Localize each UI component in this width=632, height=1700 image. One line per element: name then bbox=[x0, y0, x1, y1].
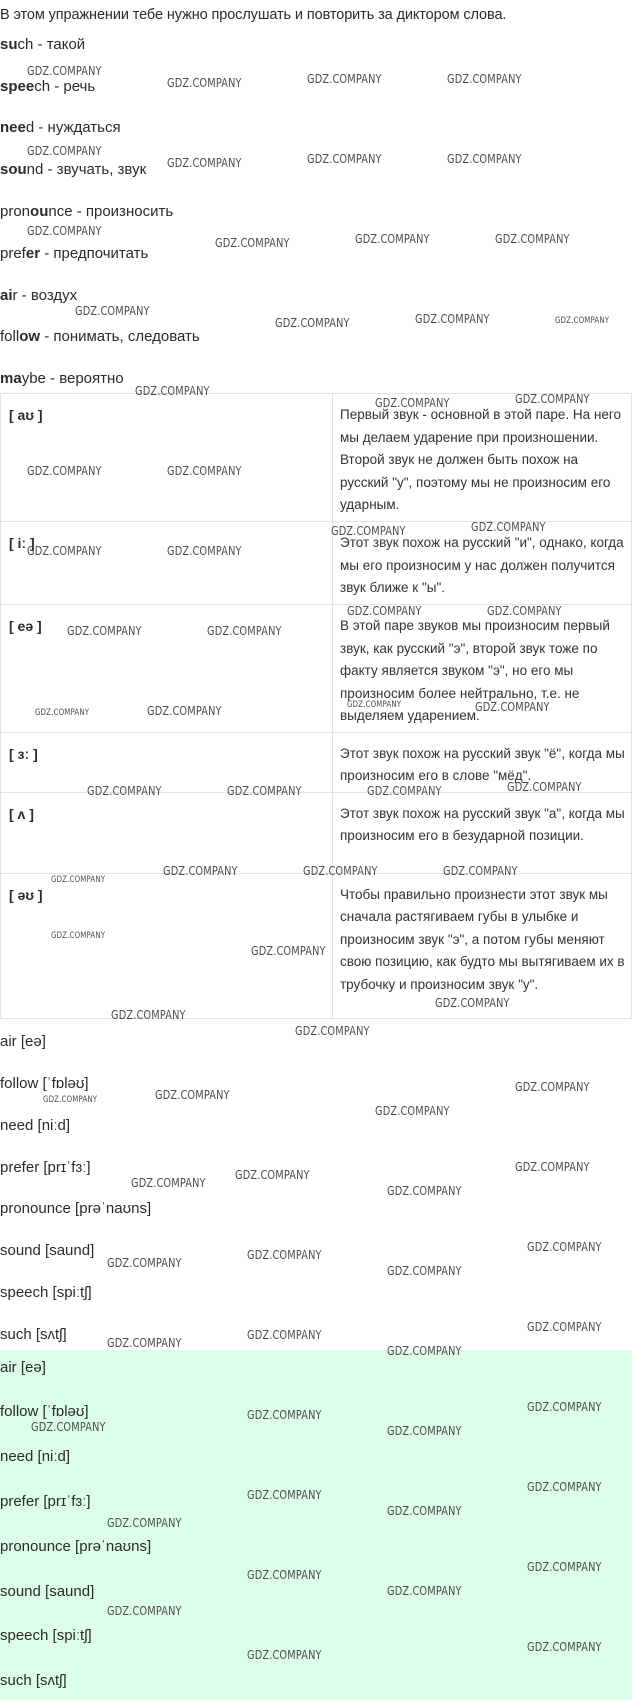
watermark: GDZ.COMPANY bbox=[107, 1603, 182, 1618]
watermark: GDZ.COMPANY bbox=[471, 519, 546, 534]
sound-description: Этот звук похож на русский "и", однако, когда мы его произносим у нас должен получится звук ближе к "ы". bbox=[333, 522, 632, 605]
sound-symbol: [ ɜː ] bbox=[1, 732, 333, 792]
watermark: GDZ.COMPANY bbox=[247, 1647, 322, 1662]
watermark: GDZ.COMPANY bbox=[387, 1503, 462, 1518]
watermark: GDZ.COMPANY bbox=[135, 383, 210, 398]
watermark: GDZ.COMPANY bbox=[475, 699, 550, 714]
watermark: GDZ.COMPANY bbox=[387, 1343, 462, 1358]
watermark: GDZ.COMPANY bbox=[527, 1239, 602, 1254]
watermark: GDZ.COMPANY bbox=[487, 603, 562, 618]
sound-symbol: [ iː ] bbox=[1, 522, 333, 605]
sound-description: Этот звук похож на русский звук "ё", когда мы произносим его в слове "мёд". bbox=[333, 732, 632, 792]
watermark: GDZ.COMPANY bbox=[51, 875, 106, 885]
watermark: GDZ.COMPANY bbox=[247, 1407, 322, 1422]
word-item: pronounce - произносить bbox=[0, 203, 174, 220]
watermark: GDZ.COMPANY bbox=[527, 1559, 602, 1574]
watermark: GDZ.COMPANY bbox=[527, 1319, 602, 1334]
watermark: GDZ.COMPANY bbox=[331, 523, 406, 538]
watermark: GDZ.COMPANY bbox=[295, 1023, 370, 1038]
watermark: GDZ.COMPANY bbox=[167, 155, 242, 170]
watermark: GDZ.COMPANY bbox=[107, 1335, 182, 1350]
answer-item: pronounce [prəˈnaʊns] bbox=[0, 1538, 152, 1555]
word-item: such - такой bbox=[0, 36, 86, 53]
watermark: GDZ.COMPANY bbox=[555, 316, 610, 326]
word-item: need - нуждаться bbox=[0, 119, 121, 136]
watermark: GDZ.COMPANY bbox=[27, 63, 102, 78]
watermark: GDZ.COMPANY bbox=[275, 315, 350, 330]
transcription-item: prefer [prɪˈfɜː] bbox=[0, 1159, 91, 1176]
watermark: GDZ.COMPANY bbox=[27, 143, 102, 158]
watermark: GDZ.COMPANY bbox=[375, 395, 450, 410]
watermark: GDZ.COMPANY bbox=[387, 1263, 462, 1278]
watermark: GDZ.COMPANY bbox=[495, 231, 570, 246]
watermark: GDZ.COMPANY bbox=[251, 943, 326, 958]
watermark: GDZ.COMPANY bbox=[347, 700, 402, 710]
watermark: GDZ.COMPANY bbox=[447, 71, 522, 86]
watermark: GDZ.COMPANY bbox=[303, 863, 378, 878]
watermark: GDZ.COMPANY bbox=[515, 1079, 590, 1094]
watermark: GDZ.COMPANY bbox=[31, 1419, 106, 1434]
watermark: GDZ.COMPANY bbox=[387, 1183, 462, 1198]
watermark: GDZ.COMPANY bbox=[163, 863, 238, 878]
word-item: sound - звучать, звук bbox=[0, 161, 147, 178]
watermark: GDZ.COMPANY bbox=[167, 543, 242, 558]
watermark: GDZ.COMPANY bbox=[35, 708, 90, 718]
transcription-item: sound [saund] bbox=[0, 1242, 95, 1259]
watermark: GDZ.COMPANY bbox=[527, 1639, 602, 1654]
watermark: GDZ.COMPANY bbox=[27, 543, 102, 558]
watermark: GDZ.COMPANY bbox=[527, 1399, 602, 1414]
sound-description: Чтобы правильно произнести этот звук мы сначала растягиваем губы в улыбке и произносим звук "э", а потом губы меняют свою позицию, как будто мы вытягиваем их в трубочку и произносим звук "у". bbox=[333, 873, 632, 1018]
watermark: GDZ.COMPANY bbox=[507, 779, 582, 794]
watermark: GDZ.COMPANY bbox=[367, 783, 442, 798]
word-item: air - воздух bbox=[0, 287, 78, 304]
answer-item: air [eə] bbox=[0, 1359, 46, 1376]
answer-item: speech [spiːtʃ] bbox=[0, 1627, 92, 1644]
answer-item: follow [ˈfɒləʊ] bbox=[0, 1403, 89, 1420]
transcription-item: such [sʌtʃ] bbox=[0, 1326, 67, 1343]
watermark: GDZ.COMPANY bbox=[247, 1567, 322, 1582]
answer-item: prefer [prɪˈfɜː] bbox=[0, 1493, 91, 1510]
intro-text: В этом упражнении тебе нужно прослушать и повторить за диктором слова. bbox=[0, 7, 507, 23]
watermark: GDZ.COMPANY bbox=[51, 931, 106, 941]
watermark: GDZ.COMPANY bbox=[167, 75, 242, 90]
watermark: GDZ.COMPANY bbox=[227, 783, 302, 798]
transcription-item: follow [ˈfɒləʊ] bbox=[0, 1075, 89, 1092]
watermark: GDZ.COMPANY bbox=[515, 1159, 590, 1174]
watermark: GDZ.COMPANY bbox=[167, 463, 242, 478]
watermark: GDZ.COMPANY bbox=[131, 1175, 206, 1190]
watermark: GDZ.COMPANY bbox=[435, 995, 510, 1010]
answer-item: such [sʌtʃ] bbox=[0, 1672, 67, 1689]
answer-item: need [niːd] bbox=[0, 1448, 71, 1465]
watermark: GDZ.COMPANY bbox=[43, 1095, 98, 1105]
transcription-item: pronounce [prəˈnaʊns] bbox=[0, 1200, 152, 1217]
watermark: GDZ.COMPANY bbox=[447, 151, 522, 166]
watermark: GDZ.COMPANY bbox=[67, 623, 142, 638]
watermark: GDZ.COMPANY bbox=[27, 463, 102, 478]
watermark: GDZ.COMPANY bbox=[443, 863, 518, 878]
word-item: prefer - предпочитать bbox=[0, 245, 149, 262]
sound-symbol: [ əʊ ] bbox=[1, 873, 333, 1018]
watermark: GDZ.COMPANY bbox=[215, 235, 290, 250]
watermark: GDZ.COMPANY bbox=[107, 1255, 182, 1270]
transcription-item: air [eə] bbox=[0, 1033, 46, 1050]
word-item: maybe - вероятно bbox=[0, 370, 124, 387]
watermark: GDZ.COMPANY bbox=[247, 1327, 322, 1342]
watermark: GDZ.COMPANY bbox=[75, 303, 150, 318]
transcription-item: need [niːd] bbox=[0, 1117, 71, 1134]
watermark: GDZ.COMPANY bbox=[307, 151, 382, 166]
sound-description: В этой паре звуков мы произносим первый звук, как русский "э", второй звук тоже по факту является звуком "э", но его мы произносим более нейтрально, т.е. не выделяем ударением. bbox=[333, 605, 632, 733]
watermark: GDZ.COMPANY bbox=[375, 1103, 450, 1118]
watermark: GDZ.COMPANY bbox=[515, 391, 590, 406]
sound-symbol: [ ʌ ] bbox=[1, 792, 333, 873]
word-item: follow - понимать, следовать bbox=[0, 328, 200, 345]
watermark: GDZ.COMPANY bbox=[527, 1479, 602, 1494]
watermark: GDZ.COMPANY bbox=[87, 783, 162, 798]
watermark: GDZ.COMPANY bbox=[247, 1487, 322, 1502]
sound-description: Первый звук - основной в этой паре. На него мы делаем ударение при произношении. Второй звук не должен быть похож на русский "у", поэтому мы не произносим его ударным. bbox=[333, 394, 632, 522]
watermark: GDZ.COMPANY bbox=[107, 1515, 182, 1530]
watermark: GDZ.COMPANY bbox=[387, 1423, 462, 1438]
sound-symbol: [ eə ] bbox=[1, 605, 333, 733]
transcription-item: speech [spiːtʃ] bbox=[0, 1284, 92, 1301]
watermark: GDZ.COMPANY bbox=[27, 223, 102, 238]
watermark: GDZ.COMPANY bbox=[207, 623, 282, 638]
watermark: GDZ.COMPANY bbox=[415, 311, 490, 326]
table-row bbox=[1, 792, 632, 873]
watermark: GDZ.COMPANY bbox=[147, 703, 222, 718]
watermark: GDZ.COMPANY bbox=[355, 231, 430, 246]
watermark: GDZ.COMPANY bbox=[347, 603, 422, 618]
watermark: GDZ.COMPANY bbox=[247, 1247, 322, 1262]
watermark: GDZ.COMPANY bbox=[307, 71, 382, 86]
watermark: GDZ.COMPANY bbox=[387, 1583, 462, 1598]
watermark: GDZ.COMPANY bbox=[155, 1087, 230, 1102]
sound-symbol: [ aʊ ] bbox=[1, 394, 333, 522]
table-row bbox=[1, 394, 632, 522]
watermark: GDZ.COMPANY bbox=[111, 1007, 186, 1022]
word-item: speech - речь bbox=[0, 78, 96, 95]
watermark: GDZ.COMPANY bbox=[235, 1167, 310, 1182]
sound-description: Этот звук похож на русский звук "а", когда мы произносим его в безударной позиции. bbox=[333, 792, 632, 873]
answer-item: sound [saund] bbox=[0, 1583, 95, 1600]
